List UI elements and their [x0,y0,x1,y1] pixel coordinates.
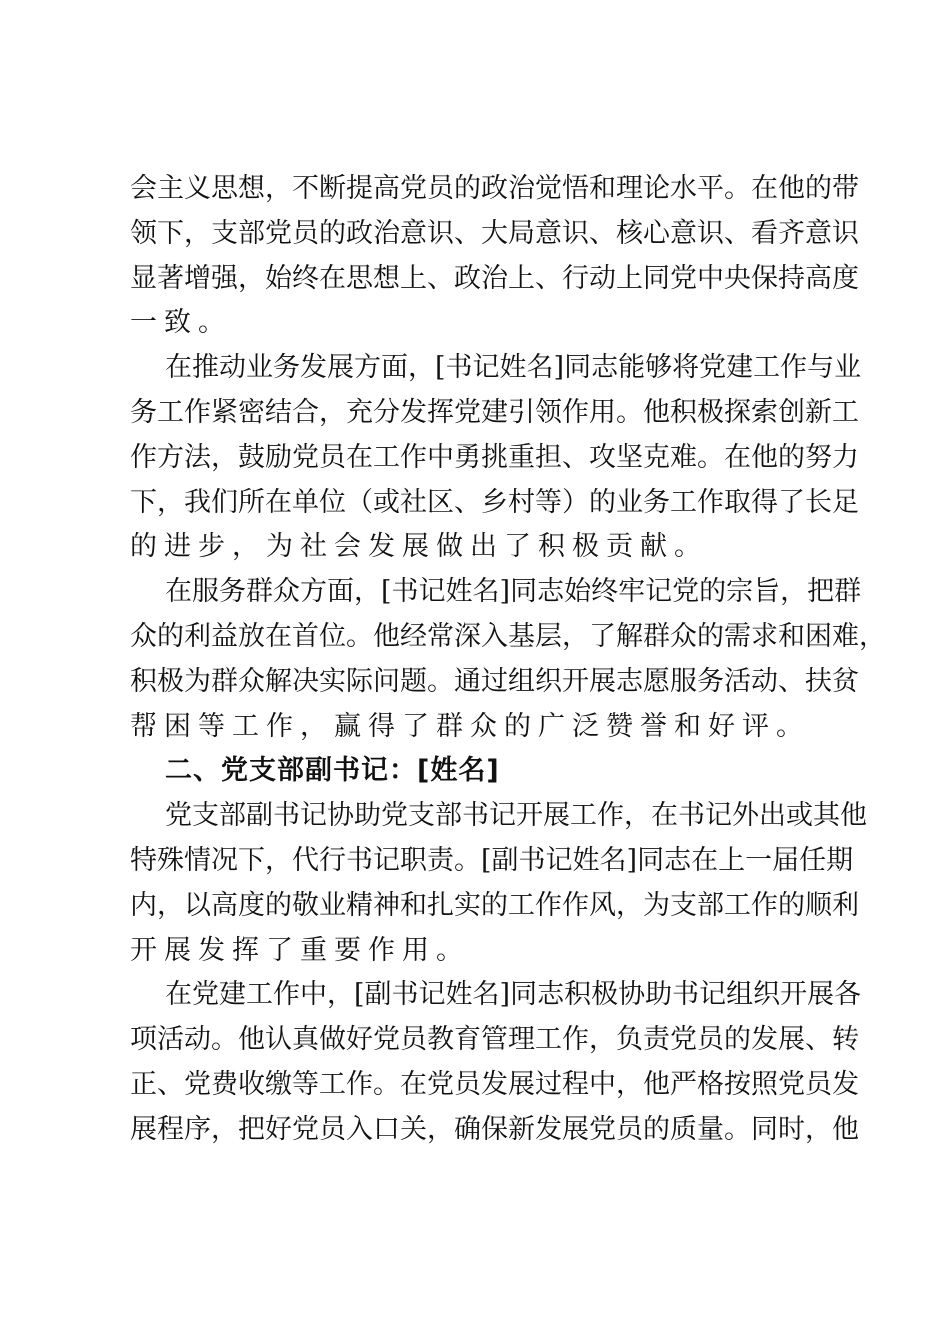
text-line: 正、党费收缴等工作。在党员发展过程中，他严格按照党员发 [130,1068,859,1100]
text-line: 下，我们所在单位（或社区、乡村等）的业务工作取得了长足 [130,486,859,518]
text-line: 在党建工作中，[副书记姓名]同志积极协助书记组织开展各 [165,979,862,1011]
text-line: 一致。 [130,307,232,339]
paragraph-3 [130,570,886,749]
text-line: 在推动业务发展方面，[书记姓名]同志能够将党建工作与业 [165,352,862,384]
text-line: 内，以高度的敬业精神和扎实的工作作风，为支部工作的顺利 [130,889,859,921]
paragraph-5 [130,973,862,1152]
text-line: 作方法，鼓励党员在工作中勇挑重担、攻坚克难。在他的努力 [130,441,859,473]
text-line: 的进步，为社会发展做出了积极贡献。 [130,531,708,563]
paragraph-2 [130,346,862,570]
section-heading: 二、党支部副书记：[姓名] [165,755,500,787]
text-line: 领下，支部党员的政治意识、大局意识、核心意识、看齐意识 [130,217,859,249]
text-line: 务工作紧密结合，充分发挥党建引领作用。他积极探索创新工 [130,396,859,428]
text-line: 开展发挥了重要作用。 [130,934,470,966]
text-line: 党支部副书记协助党支部书记开展工作，在书记外出或其他 [165,800,867,832]
text-line: 众的利益放在首位。他经常深入基层，了解群众的需求和困难， [130,620,886,652]
text-line: 积极为群众解决实际问题。通过组织开展志愿服务活动、扶贫 [130,665,859,697]
text-line: 显著增强，始终在思想上、政治上、行动上同党中央保持高度 [130,262,859,294]
paragraph-4 [130,794,867,973]
text-line: 项活动。他认真做好党员教育管理工作，负责党员的发展、转 [130,1024,859,1056]
text-line: 帮困等工作，赢得了群众的广泛赞誉和好评。 [130,710,810,742]
text-line: 在服务群众方面，[书记姓名]同志始终牢记党的宗旨，把群 [165,576,862,608]
paragraph-1 [130,167,859,346]
text-line: 展程序，把好党员入口关，确保新发展党员的质量。同时，他 [130,1113,859,1145]
text-line: 会主义思想，不断提高党员的政治觉悟和理论水平。在他的带 [130,173,859,204]
text-line: 特殊情况下，代行书记职责。[副书记姓名]同志在上一届任期 [130,844,854,876]
document-page [130,167,886,1153]
